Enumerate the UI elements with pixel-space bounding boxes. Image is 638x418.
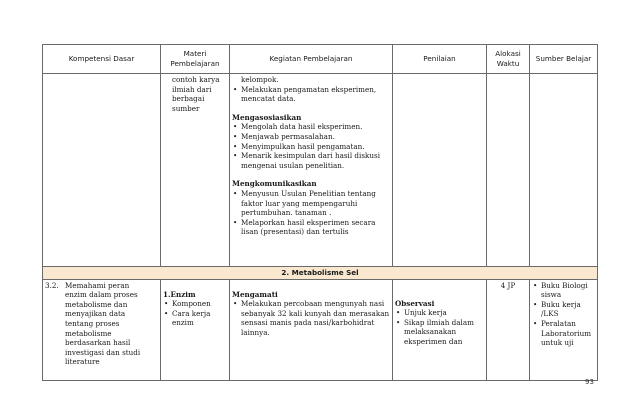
syllabus-table <box>42 44 598 381</box>
list-item: • Cara kerja enzim <box>163 309 227 328</box>
list-item: • Buku Biologi siswa <box>532 281 595 300</box>
continued-alokasi-cell <box>487 74 530 267</box>
table-header-row <box>43 45 598 74</box>
continued-sumber-cell <box>530 74 598 267</box>
list-item: • Menarik kesimpulan dari hasil diskusi mengenai usulan penelitian. <box>232 151 390 170</box>
kegiatan-cell <box>230 279 393 380</box>
penilaian-title: Observasi <box>395 298 435 308</box>
continued-penilaian-cell <box>393 74 487 267</box>
alokasi-cell: 4 JP <box>487 279 530 380</box>
list-item: • Menjawab permasalahan. <box>232 132 390 142</box>
kd-cell <box>43 279 161 380</box>
list-item: • Komponen <box>163 299 227 309</box>
list-item: • Menyusun Usulan Penelitian tentang faktor luar yang mempengaruhi pertumbuhan. tanaman . <box>232 189 390 218</box>
list-item: • Mengolah data hasil eksperimen. <box>232 122 390 132</box>
continued-materi-cell <box>161 74 230 267</box>
header-kompetensi-dasar: Kompetensi Dasar <box>43 45 161 74</box>
continued-kd-cell <box>43 74 161 267</box>
materi-cell <box>161 279 230 380</box>
kd-number: 3.2. <box>45 280 59 290</box>
mengkomunikasikan-title: Mengkomunikasikan <box>232 179 317 189</box>
kd-text: Memahami peran enzim dalam proses metabolisme dan menyajikan data tentang proses metabolisme berdasarkan hasil investigasi dan studi literature <box>65 280 141 367</box>
header-penilaian: Penilaian <box>393 45 487 74</box>
kd-row <box>43 279 598 380</box>
materi-line: sumber <box>172 103 200 113</box>
continued-kegiatan-cell <box>230 74 393 267</box>
sumber-cell <box>530 279 598 380</box>
list-item: • Unjuk kerja <box>395 308 484 318</box>
header-materi: Materi Pembelajaran <box>161 45 230 74</box>
materi-title: 1.Enzim <box>163 289 196 299</box>
list-item: • Buku kerja /LKS <box>532 300 595 319</box>
continued-row <box>43 74 598 267</box>
kegiatan-title: Mengamati <box>232 289 278 299</box>
list-item: • Melakukan pengamatan eksperimen, mencatat data. <box>232 85 390 104</box>
materi-line: berbagai <box>172 94 205 104</box>
section-row <box>43 267 598 280</box>
list-item: • Menyimpulkan hasil pengamatan. <box>232 142 390 152</box>
section-title: 2. Metabolisme Sel <box>43 267 598 280</box>
materi-line: ilmiah dari <box>172 84 212 94</box>
list-item: • Melakukan percobaan mengunyah nasi sebanyak 32 kali kunyah dan merasakan sensasi manis pada nasi/karbohidrat lainnya. <box>232 299 390 337</box>
penilaian-cell <box>393 279 487 380</box>
header-sumber: Sumber Belajar <box>530 45 598 74</box>
list-item: • Peralatan Laboratorium untuk uji <box>532 319 595 348</box>
header-alokasi: Alokasi Waktu <box>487 45 530 74</box>
header-kegiatan: Kegiatan Pembelajaran <box>230 45 393 74</box>
materi-line: contoh karya <box>172 75 220 84</box>
list-item: • Sikap ilmiah dalam melaksanakan eksperimen dan <box>395 318 484 347</box>
page-number: 93 <box>585 378 594 386</box>
list-item: • Melaporkan hasil eksperimen secara lisan (presentasi) dan tertulis <box>232 218 390 237</box>
mengasosiasikan-title: Mengasosiasikan <box>232 112 302 122</box>
kegiatan-line: kelompok. <box>241 75 279 84</box>
